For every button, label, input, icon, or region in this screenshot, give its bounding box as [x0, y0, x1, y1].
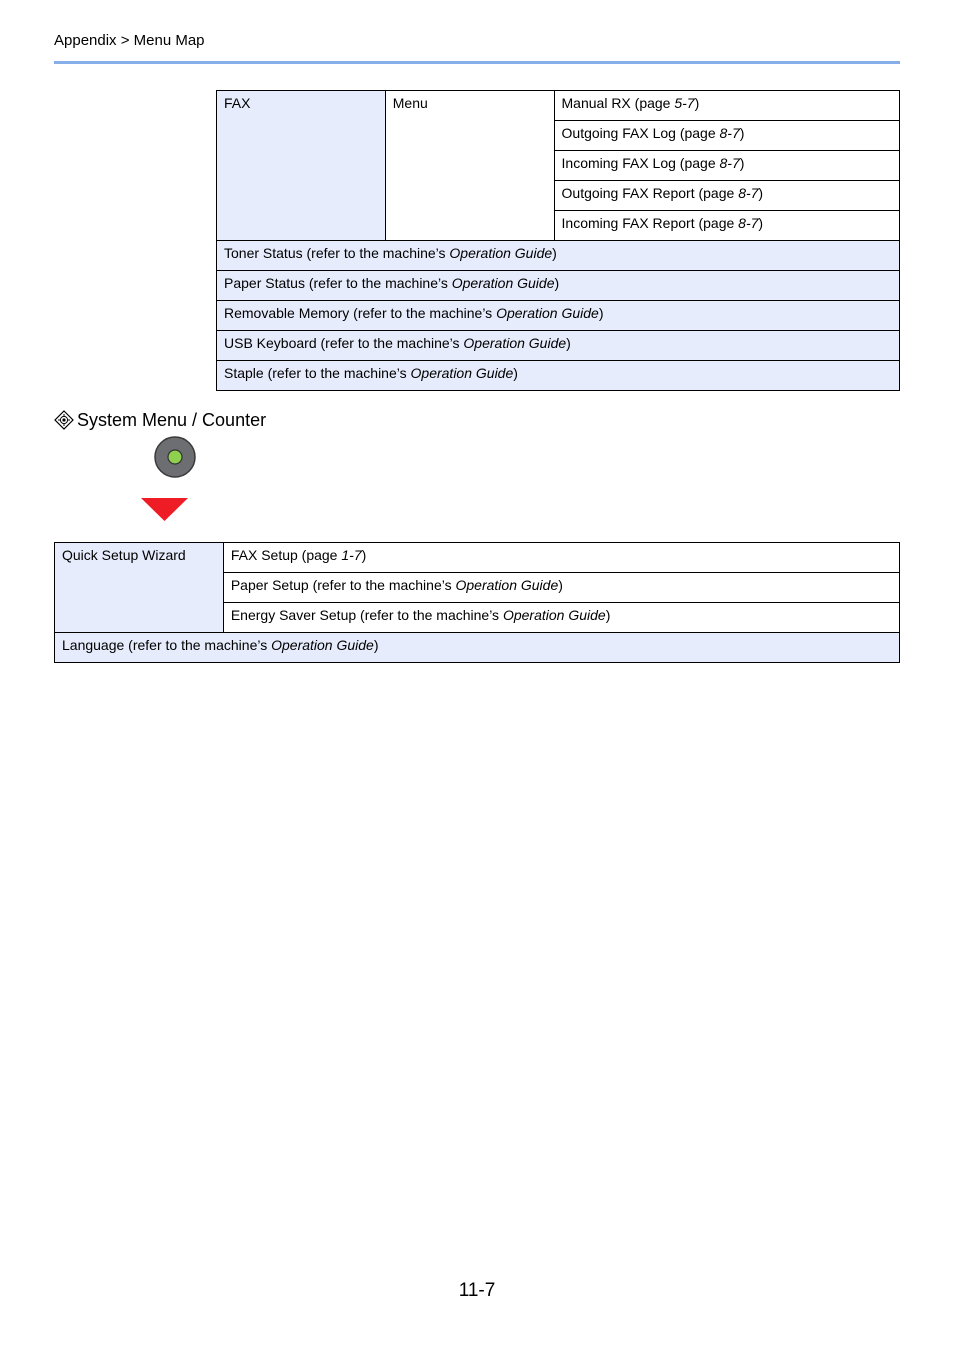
menu-item: USB Keyboard (refer to the machine’s Operation Guide) — [217, 331, 900, 361]
submenu-item: FAX Setup (page 1-7) — [223, 543, 899, 573]
quick-setup-wizard-cell: Quick Setup Wizard — [55, 543, 224, 633]
quick-setup-table — [54, 542, 900, 663]
submenu-item: Incoming FAX Log (page 8-7) — [554, 151, 899, 181]
system-menu-counter-key-icon — [154, 436, 196, 478]
menu-item: Language (refer to the machine’s Operation Guide) — [55, 633, 900, 663]
submenu-item: Incoming FAX Report (page 8-7) — [554, 211, 899, 241]
menu-item: Toner Status (refer to the machine’s Operation Guide) — [217, 241, 900, 271]
page-number: 11-7 — [458, 1280, 496, 1301]
table-row — [217, 91, 900, 121]
table-row — [217, 241, 900, 271]
submenu-item: Paper Setup (refer to the machine’s Operation Guide) — [223, 573, 899, 603]
submenu-item: Outgoing FAX Log (page 8-7) — [554, 121, 899, 151]
menu-item: Staple (refer to the machine’s Operation Guide) — [217, 361, 900, 391]
header-divider — [54, 61, 900, 64]
table-row — [217, 271, 900, 301]
submenu-item: Outgoing FAX Report (page 8-7) — [554, 181, 899, 211]
table-row — [55, 633, 900, 663]
submenu-item: Manual RX (page 5-7) — [554, 91, 899, 121]
fax-menu-table — [216, 90, 900, 391]
breadcrumb: Appendix > Menu Map — [54, 32, 205, 49]
section-title: System Menu / Counter — [77, 410, 267, 430]
table-row — [55, 543, 900, 573]
menu-cell: Menu — [385, 91, 554, 241]
table-row — [217, 301, 900, 331]
section-heading — [54, 409, 266, 431]
fax-cell: FAX — [217, 91, 386, 241]
table-row — [217, 331, 900, 361]
down-arrow-icon — [141, 498, 188, 521]
menu-item: Removable Memory (refer to the machine’s Operation Guide) — [217, 301, 900, 331]
diamond-target-icon — [54, 410, 74, 430]
table-row — [217, 361, 900, 391]
menu-item: Paper Status (refer to the machine’s Operation Guide) — [217, 271, 900, 301]
submenu-item: Energy Saver Setup (refer to the machine’s Operation Guide) — [223, 603, 899, 633]
